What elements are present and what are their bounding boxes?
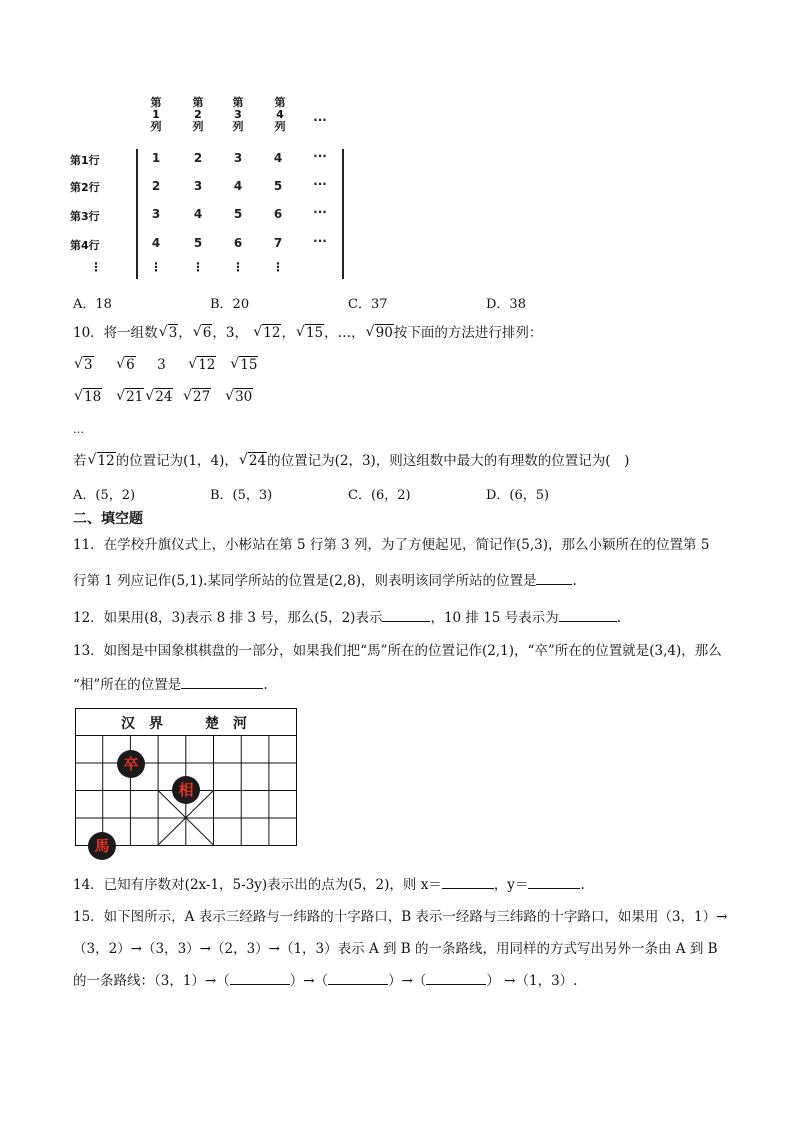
q10-ellipsis: … [73, 423, 84, 436]
q10-row1: √ 3 √ 6 3 √ 12 √ 15 [73, 356, 258, 374]
q11-blank[interactable] [536, 584, 572, 585]
q14-blank-y[interactable] [528, 888, 580, 889]
vdots: ⋮ [272, 260, 284, 274]
row-ellipsis: ··· [313, 177, 327, 191]
grid-cell: 5 [233, 207, 243, 221]
q11-line2: 行第 1 列应记作(5,1).某同学所站的位置是(2,8)，则表明该同学所站的位置是 . [73, 573, 577, 589]
row-ellipsis: ··· [313, 149, 327, 163]
left-bar [136, 149, 138, 279]
vdots: ⋮ [192, 260, 204, 274]
grid-cell: 2 [151, 179, 161, 193]
q15-line1: 15．如下图所示，A 表示三经路与一纬路的十字路口，B 表示一经路与三纬路的十字路口，如果用（3，1）→ [73, 909, 728, 925]
q15-blank-1[interactable] [230, 984, 290, 985]
col-header-ellipsis: ··· [313, 113, 327, 127]
grid-cell: 3 [151, 207, 161, 221]
q14-blank-x[interactable] [442, 888, 494, 889]
grid-cell: 3 [193, 179, 203, 193]
q9-option-c: C．37 [348, 297, 388, 312]
grid-cell: 1 [151, 151, 161, 165]
river-label-right: 楚 河 [205, 716, 247, 732]
q14: 14．已知有序数对(2x-1，5-3y)表示出的点为(5，2)，则 x＝ ，y＝ . [73, 877, 585, 893]
q9-option-a: A．18 [73, 297, 112, 312]
q12: 12．如果用(8，3)表示 8 排 3 号，那么(5，2)表示 ，10 排 15 号表示为 . [73, 610, 621, 626]
q10-option-c: C．(6，2) [348, 488, 411, 503]
row-ellipsis: ··· [313, 234, 327, 248]
right-bar [342, 149, 344, 279]
col-header-4: 第 4 列 [274, 96, 286, 133]
number-grid-figure [70, 97, 350, 282]
grid-cell: 6 [273, 207, 283, 221]
row-ellipsis: ··· [313, 205, 327, 219]
row-label-3: 第3行 [70, 210, 100, 223]
q13-blank[interactable] [181, 688, 263, 689]
q10-option-a: A．(5，2) [73, 488, 136, 503]
q15-line2: （3，2）→（3，3）→（2，3）→（1，3）表示 A 到 B 的一条路线，用同样的方式写出另外一条由 A 到 B [73, 941, 718, 957]
col-header-3: 第 3 列 [232, 96, 244, 133]
row-label-1: 第1行 [70, 154, 100, 167]
grid-cell: 7 [273, 236, 283, 250]
col-header-1: 第 1 列 [150, 96, 162, 133]
q13-line2: “相”所在的位置是 . [73, 677, 268, 693]
grid-cell: 4 [233, 179, 243, 193]
grid-cell: 5 [273, 179, 283, 193]
grid-cell: 4 [273, 151, 283, 165]
q12-blank-1[interactable] [382, 621, 430, 622]
grid-cell: 4 [193, 207, 203, 221]
col-header-2: 第 2 列 [192, 96, 204, 133]
q10-row2: √ 18 √ 21√ 24 √ 27 √ 30 [73, 388, 253, 406]
grid-cell: 2 [193, 151, 203, 165]
piece-ma: 馬 [88, 832, 116, 860]
q10-condition: 若√ 12的位置记为(1，4)，√ 24的位置记为(2，3)，则这组数中最大的有理数的位置记为( ) [73, 452, 629, 470]
vdots: ⋮ [90, 260, 102, 274]
grid-cell: 4 [151, 236, 161, 250]
section-title: 二、填空题 [73, 511, 143, 527]
q10-option-d: D．(6，5) [486, 488, 550, 503]
q10-intro: 10．将一组数√ 3，√ 6，3， √ 12，√ 15，…，√ 90按下面的方法进行排列： [73, 324, 542, 342]
q9-option-b: B．20 [210, 297, 250, 312]
q12-blank-2[interactable] [559, 621, 617, 622]
q9-option-d: D．38 [486, 297, 526, 312]
q15-blank-3[interactable] [426, 984, 486, 985]
grid-cell: 5 [193, 236, 203, 250]
q15-blank-2[interactable] [328, 984, 388, 985]
vdots: ⋮ [150, 260, 162, 274]
q15-line3: 的一条路线：（3，1）→（ ）→（ ）→（ ） →（1，3）. [73, 973, 578, 989]
river-label-left: 汉 界 [121, 716, 163, 732]
grid-cell: 6 [233, 236, 243, 250]
q13-line1: 13．如图是中国象棋棋盘的一部分，如果我们把“馬”所在的位置记作(2,1)，“卒”所在的位置就是(3,4)，那么 [73, 643, 722, 659]
chess-board-figure [75, 708, 297, 858]
grid-cell: 3 [233, 151, 243, 165]
piece-xiang: 相 [172, 776, 200, 804]
row-label-4: 第4行 [70, 239, 100, 252]
q10-option-b: B．(5，3) [210, 488, 273, 503]
vdots: ⋮ [232, 260, 244, 274]
row-label-2: 第2行 [70, 181, 100, 194]
q11-line1: 11．在学校升旗仪式上，小彬站在第 5 行第 3 列，为了方便起见，简记作(5,3)，那么小颖所在的位置第 5 [73, 537, 710, 553]
piece-zu: 卒 [117, 750, 145, 778]
